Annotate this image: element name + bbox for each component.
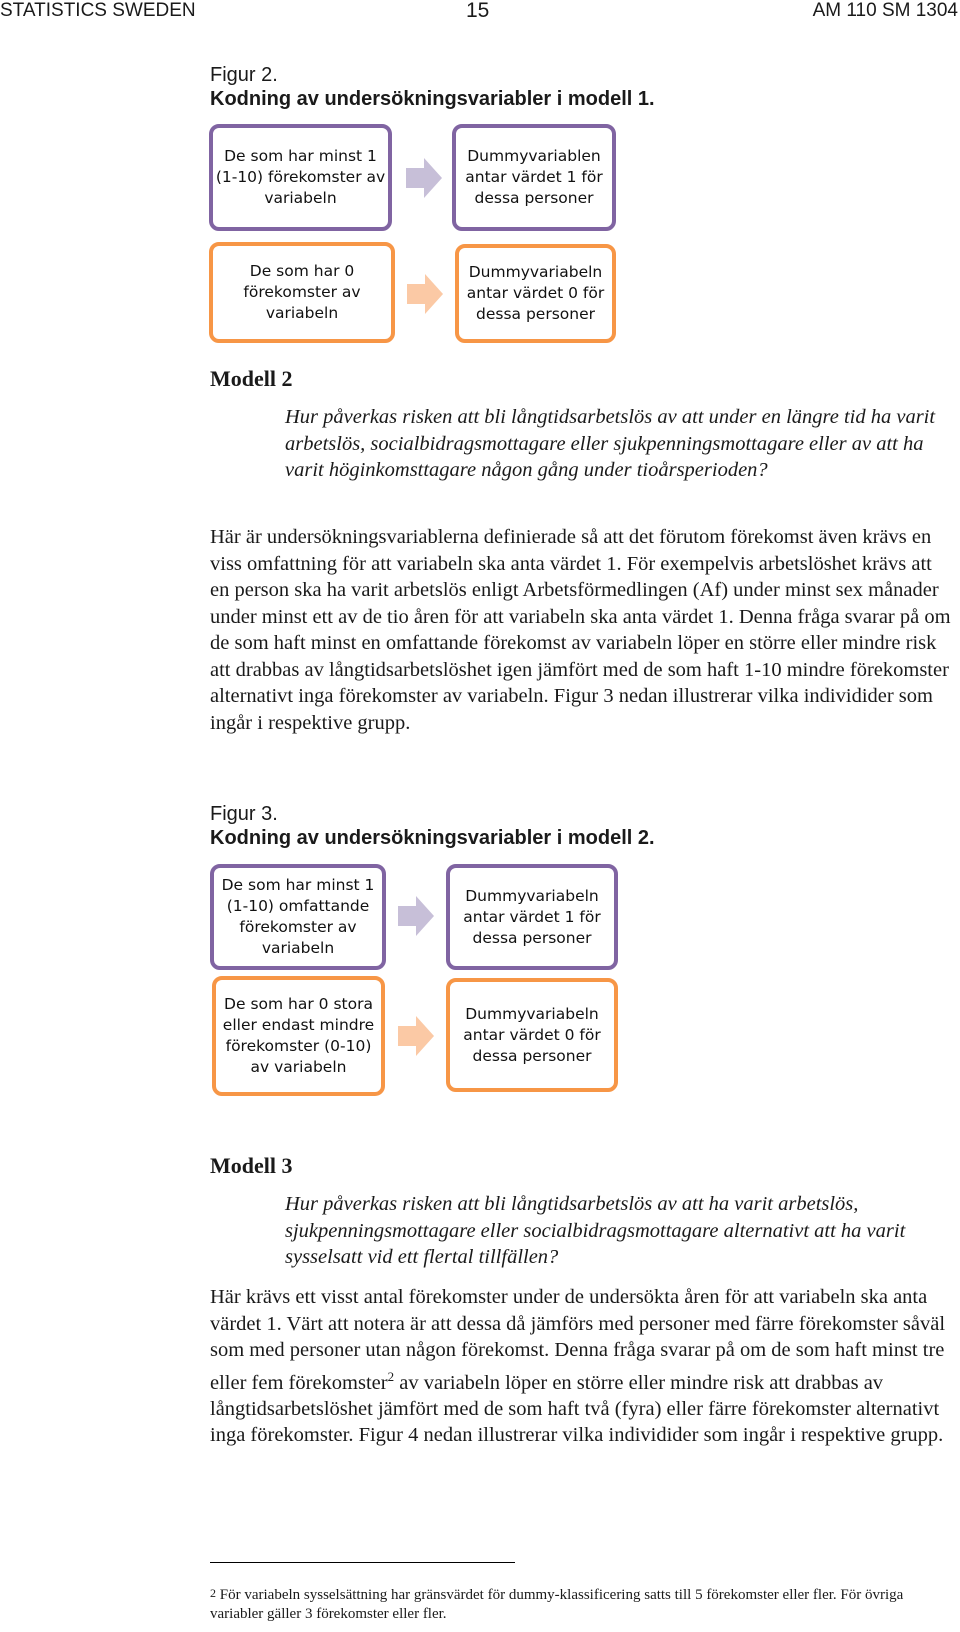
footnote (210, 1586, 958, 1624)
footnote-ref-2[interactable]: 2 (387, 1368, 395, 1384)
figure2-caption (210, 63, 655, 111)
fig2-box-dummy1: Dummyvariablen antar värdet 1 för dessa personer (452, 124, 616, 231)
modell3-paragraph (210, 1284, 955, 1449)
page-number: 15 (466, 0, 490, 22)
fig2-arrow-2-icon (407, 274, 443, 314)
footnote-text: För variabeln sysselsättning har gränsvärdet för dummy-klassificering satts till 5 förekomster eller fler. För övriga variabler gäller 3 förekomster eller fler. (210, 1587, 904, 1622)
figure3-caption (210, 802, 655, 850)
fig3-box-dummy0: Dummyvariabeln antar värdet 0 för dessa personer (446, 978, 618, 1092)
figure3-title: Kodning av undersökningsvariabler i modell 2. (210, 827, 655, 849)
footnote-number: 2 (210, 1586, 216, 1600)
fig2-arrow-1-icon (406, 158, 442, 198)
fig3-arrow-1-icon (398, 896, 434, 936)
modell2-heading: Modell 2 (210, 366, 293, 391)
fig2-box-zero: De som har 0 förekomster av variabeln (209, 242, 395, 343)
modell3-question: Hur påverkas risken att bli långtidsarbetslös av att ha varit arbetslös, sjukpenningsmottagare eller socialbidragsmottagare alternativt att ha varit sysselsatt vid ett flertal tillfällen? (285, 1193, 906, 1268)
modell3-paragraph-start: Här krävs ett visst antal förekomster under de undersökta åren för att variabeln ska anta värdet 1. Värt att notera är att dessa då jämförs med personer med färre förekomster såväl som med personer utan någon förekomst. Denna fråga svarar på om de som haft minst tre eller fem förekomster (210, 1286, 946, 1394)
modell3-heading: Modell 3 (210, 1153, 293, 1178)
figure2-title: Kodning av undersökningsvariabler i modell 1. (210, 88, 655, 110)
footnote-divider (210, 1562, 515, 1563)
modell2-question: Hur påverkas risken att bli långtidsarbetslös av att under en längre tid ha varit arbetslös, socialbidragsmottagare eller sjukpenningsmottagare eller av att ha varit höginkomsttagare någon gång under tioårsperioden? (285, 406, 936, 481)
fig2-box-dummy0: Dummyvariabeln antar värdet 0 för dessa personer (455, 244, 616, 343)
fig3-box-dummy1: Dummyvariabeln antar värdet 1 för dessa personer (446, 864, 618, 970)
fig3-arrow-2-icon (398, 1016, 434, 1056)
fig3-box-zero: De som har 0 stora eller endast mindre förekomster (0-10) av variabeln (212, 976, 385, 1096)
header-left: STATISTICS SWEDEN (0, 0, 196, 21)
figure3-label: Figur 3. (210, 803, 278, 825)
modell2-paragraph: Här är undersökningsvariablerna definierade så att det förutom förekomst även krävs en viss omfattning för att variabeln ska anta värdet 1. För exempelvis arbetslöshet krävs att en person ska ha varit arbetslös enligt Arbetsförmedlingen (Af) under minst sex månader under minst ett av de tio åren för att variabeln ska anta värdet 1. Denna fråga svarar på om de som haft minst en omfattande förekomst av variabeln löper en större eller mindre risk att drabbas av långtidsarbetslöshet igen jämfört med de som haft 1-10 mindre förekomster alternativt inga förekomster av variabeln. Figur 3 nedan illustrerar vilka individider som ingår i respektive grupp. (210, 526, 951, 734)
modell3-paragraph-end: av variabeln löper en större eller mindre risk att drabbas av långtidsarbetslöshet jämfört med de som haft två (fyra) eller färre förekomster alternativt inga förekomster. Figur 4 nedan illustrerar vilka individider som ingår i respektive grupp. (210, 1371, 944, 1447)
fig2-box-min1: De som har minst 1 (1-10) förekomster av variabeln (209, 124, 392, 231)
header-right: AM 110 SM 1304 (812, 0, 958, 21)
figure2-label: Figur 2. (210, 64, 278, 86)
fig3-box-min1: De som har minst 1 (1-10) omfattande förekomster av variabeln (210, 864, 386, 970)
